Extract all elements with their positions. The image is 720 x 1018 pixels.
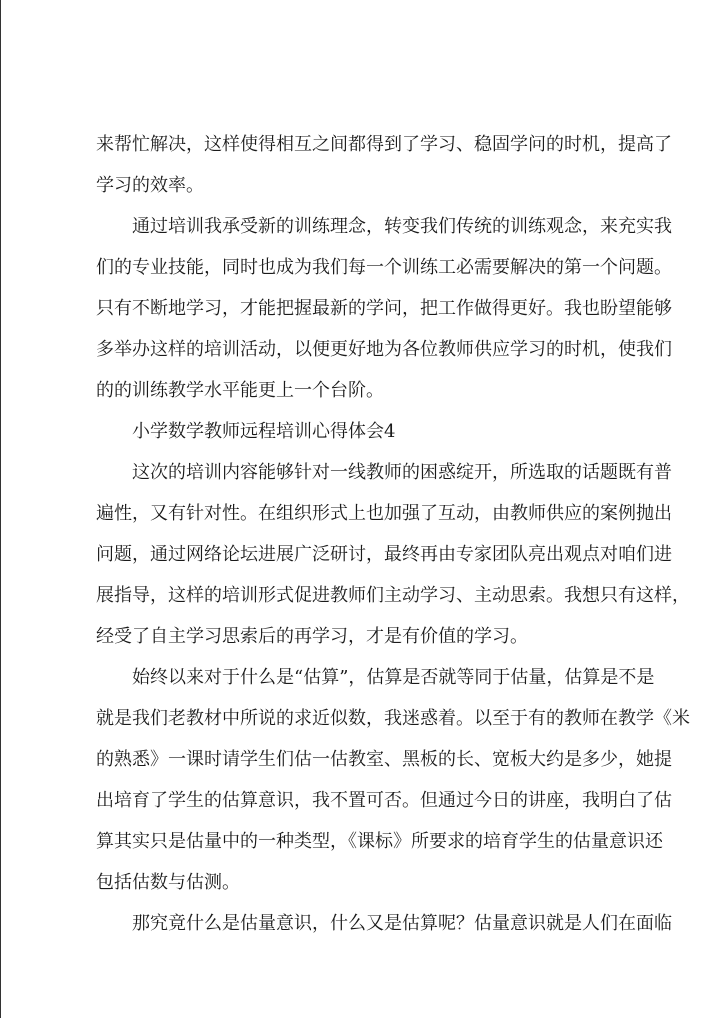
section-heading: 小学数学教师远程培训心得体会4 [132,421,396,442]
paragraph-line: 来帮忙解决，这样使得相互之间都得到了学习、稳固学问的时机，提高了 [96,134,672,155]
paragraph-line: 始终以来对于什么是“估算”，估算是否就等同于估量，估算是不是 [132,667,655,688]
paragraph-line: 学习的效率。 [96,175,204,196]
paragraph-line: 那究竟什么是估量意识，什么又是估算呢？估量意识就是人们在面临 [132,913,672,934]
paragraph-line: 出培育了学生的估算意识，我不置可否。但通过今日的讲座，我明白了估 [96,790,672,811]
paragraph-line: 算其实只是估量中的一种类型，《课标》所要求的培育学生的估量意识还 [96,831,663,852]
page-left-border [0,0,1,1018]
paragraph-line: 遍性，又有针对性。在组织形式上也加强了互动，由教师供应的案例抛出 [96,503,672,524]
paragraph-line: 这次的培训内容能够针对一线教师的困惑绽开，所选取的话题既有普 [132,462,672,483]
paragraph-line: 们的专业技能，同时也成为我们每一个训练工必需要解决的第一个问题。 [96,257,672,278]
paragraph-line: 问题，通过网络论坛进展广泛研讨，最终再由专家团队亮出观点对咱们进 [96,544,672,565]
paragraph-line: 的的训练教学水平能更上一个台阶。 [96,380,384,401]
paragraph-line: 只有不断地学习，才能把握最新的学问，把工作做得更好。我也盼望能够 [96,298,672,319]
paragraph-line: 就是我们老教材中所说的求近似数，我迷惑着。以至于有的教师在教学《米 [96,708,690,729]
paragraph-line: 的熟悉》一课时请学生们估一估教室、黑板的长、宽板大约是多少，她提 [96,749,672,770]
paragraph-line: 多举办这样的培训活动，以便更好地为各位教师供应学习的时机，使我们 [96,339,672,360]
paragraph-line: 包括估数与估测。 [96,872,240,893]
paragraph-line: 通过培训我承受新的训练理念，转变我们传统的训练观念，来充实我 [132,216,672,237]
paragraph-line: 经受了自主学习思索后的再学习，才是有价值的学习。 [96,626,528,647]
paragraph-line: 展指导，这样的培训形式促进教师们主动学习、主动思索。我想只有这样， [96,585,690,606]
